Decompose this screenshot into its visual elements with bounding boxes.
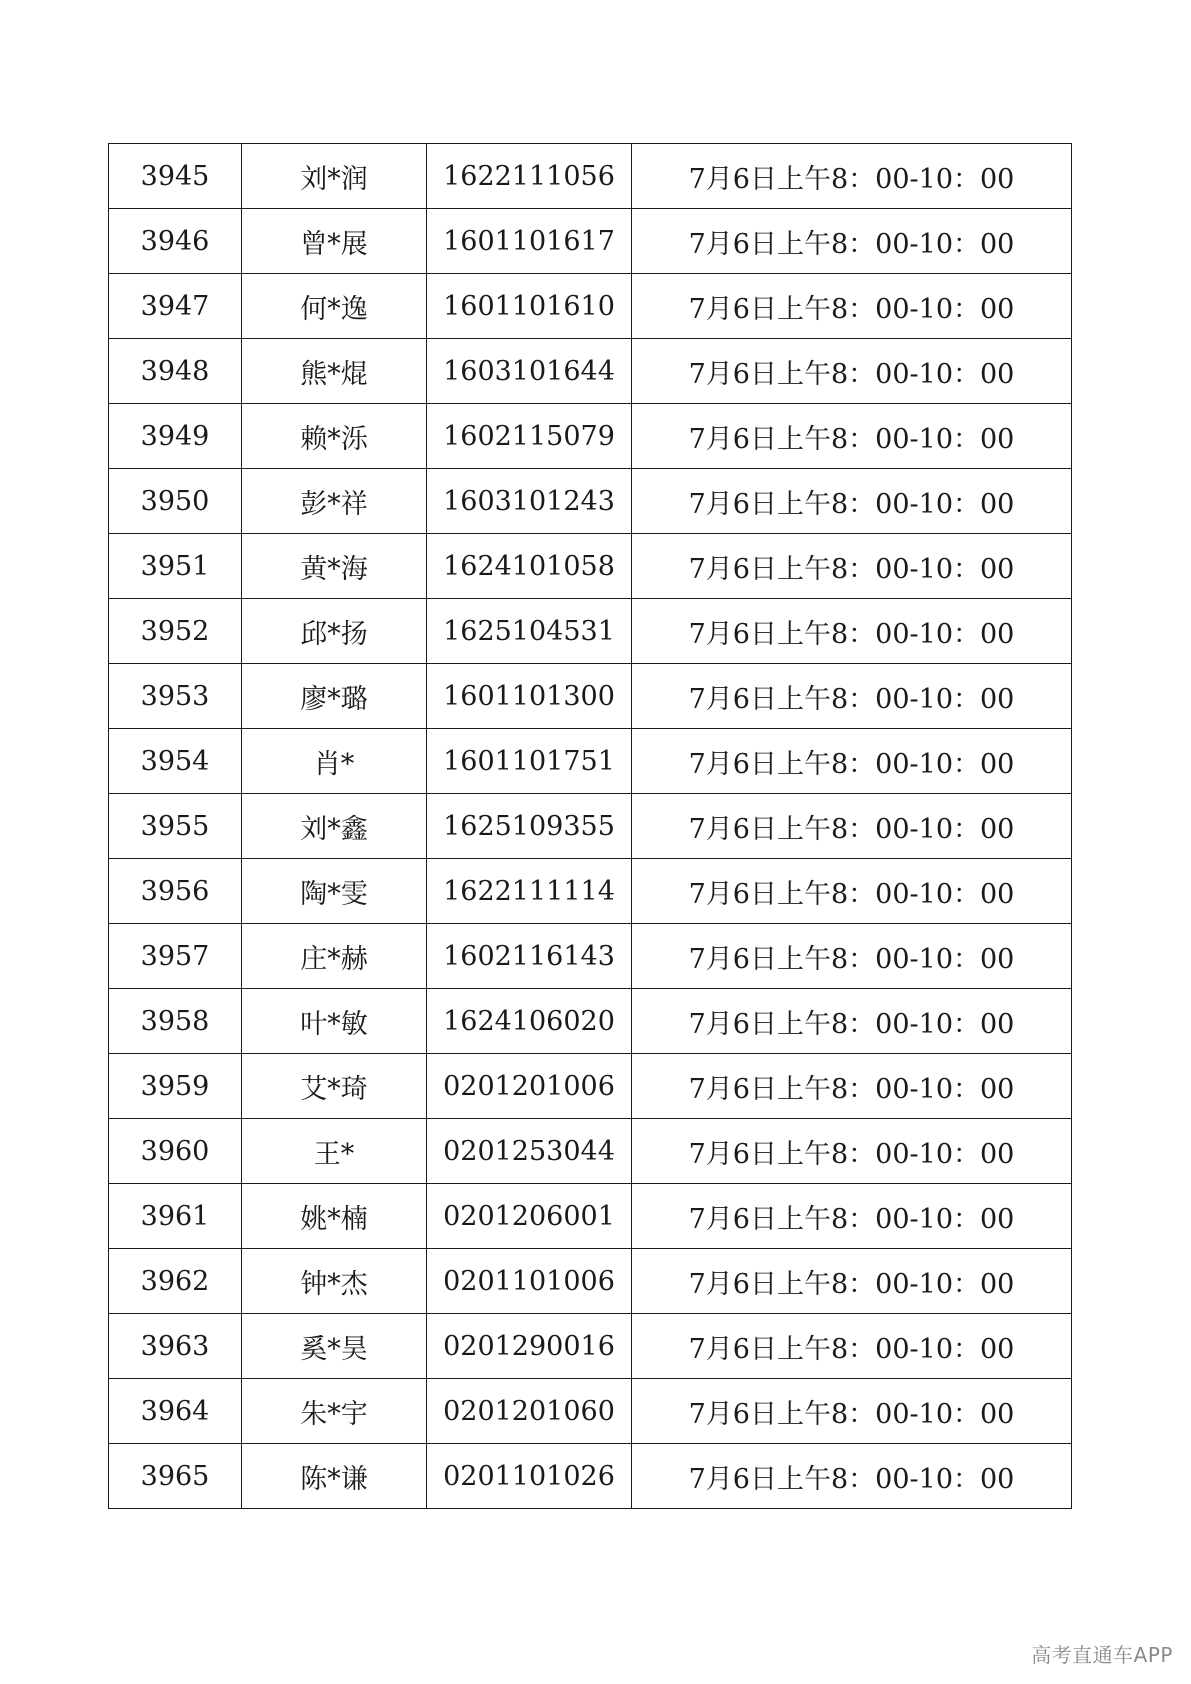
table-row	[109, 1379, 1072, 1444]
row-id-cell: 1622111114	[427, 859, 632, 924]
row-name-cell: 奚*昊	[242, 1314, 427, 1379]
table-row	[109, 534, 1072, 599]
candidate-table-body	[109, 144, 1072, 1509]
table-row	[109, 404, 1072, 469]
table-row	[109, 1054, 1072, 1119]
row-id-cell: 0201101006	[427, 1249, 632, 1314]
row-id-cell: 1625109355	[427, 794, 632, 859]
row-id-cell: 1601101617	[427, 209, 632, 274]
table-row	[109, 664, 1072, 729]
row-time-cell: 7月6日上午8：00-10：00	[632, 209, 1072, 274]
row-time-cell: 7月6日上午8：00-10：00	[632, 534, 1072, 599]
row-name-cell: 邱*扬	[242, 599, 427, 664]
row-seq-cell: 3951	[109, 534, 242, 599]
row-time-cell: 7月6日上午8：00-10：00	[632, 989, 1072, 1054]
row-seq-cell: 3945	[109, 144, 242, 209]
row-time-cell: 7月6日上午8：00-10：00	[632, 1184, 1072, 1249]
row-seq-cell: 3946	[109, 209, 242, 274]
row-id-cell: 1603101644	[427, 339, 632, 404]
row-id-cell: 0201206001	[427, 1184, 632, 1249]
row-time-cell: 7月6日上午8：00-10：00	[632, 1314, 1072, 1379]
row-name-cell: 赖*泺	[242, 404, 427, 469]
row-seq-cell: 3961	[109, 1184, 242, 1249]
row-time-cell: 7月6日上午8：00-10：00	[632, 729, 1072, 794]
row-id-cell: 0201290016	[427, 1314, 632, 1379]
row-seq-cell: 3948	[109, 339, 242, 404]
row-time-cell: 7月6日上午8：00-10：00	[632, 1054, 1072, 1119]
row-seq-cell: 3962	[109, 1249, 242, 1314]
row-id-cell: 1601101751	[427, 729, 632, 794]
row-id-cell: 1624101058	[427, 534, 632, 599]
row-time-cell: 7月6日上午8：00-10：00	[632, 859, 1072, 924]
table-row	[109, 469, 1072, 534]
row-id-cell: 0201201060	[427, 1379, 632, 1444]
row-name-cell: 黄*海	[242, 534, 427, 599]
row-time-cell: 7月6日上午8：00-10：00	[632, 1249, 1072, 1314]
row-name-cell: 陶*雯	[242, 859, 427, 924]
candidate-table	[108, 143, 1072, 1509]
row-seq-cell: 3953	[109, 664, 242, 729]
row-name-cell: 刘*润	[242, 144, 427, 209]
row-name-cell: 叶*敏	[242, 989, 427, 1054]
row-seq-cell: 3949	[109, 404, 242, 469]
row-name-cell: 朱*宇	[242, 1379, 427, 1444]
table-row	[109, 274, 1072, 339]
row-time-cell: 7月6日上午8：00-10：00	[632, 794, 1072, 859]
row-name-cell: 钟*杰	[242, 1249, 427, 1314]
row-seq-cell: 3957	[109, 924, 242, 989]
table-row	[109, 859, 1072, 924]
row-name-cell: 刘*鑫	[242, 794, 427, 859]
row-time-cell: 7月6日上午8：00-10：00	[632, 1444, 1072, 1509]
row-name-cell: 庄*赫	[242, 924, 427, 989]
row-seq-cell: 3964	[109, 1379, 242, 1444]
row-seq-cell: 3963	[109, 1314, 242, 1379]
row-name-cell: 王*	[242, 1119, 427, 1184]
row-time-cell: 7月6日上午8：00-10：00	[632, 664, 1072, 729]
row-seq-cell: 3958	[109, 989, 242, 1054]
row-id-cell: 1625104531	[427, 599, 632, 664]
table-row	[109, 989, 1072, 1054]
row-seq-cell: 3950	[109, 469, 242, 534]
table-row	[109, 1119, 1072, 1184]
row-name-cell: 姚*楠	[242, 1184, 427, 1249]
row-time-cell: 7月6日上午8：00-10：00	[632, 144, 1072, 209]
row-id-cell: 1601101610	[427, 274, 632, 339]
row-time-cell: 7月6日上午8：00-10：00	[632, 599, 1072, 664]
row-id-cell: 1602116143	[427, 924, 632, 989]
table-row	[109, 794, 1072, 859]
row-id-cell: 0201253044	[427, 1119, 632, 1184]
table-row	[109, 924, 1072, 989]
row-id-cell: 1624106020	[427, 989, 632, 1054]
row-name-cell: 廖*璐	[242, 664, 427, 729]
table-row	[109, 144, 1072, 209]
row-id-cell: 1622111056	[427, 144, 632, 209]
table-row	[109, 1184, 1072, 1249]
table-row	[109, 339, 1072, 404]
row-time-cell: 7月6日上午8：00-10：00	[632, 469, 1072, 534]
row-name-cell: 艾*琦	[242, 1054, 427, 1119]
table-row	[109, 1444, 1072, 1509]
row-name-cell: 曾*展	[242, 209, 427, 274]
row-id-cell: 1603101243	[427, 469, 632, 534]
row-id-cell: 1601101300	[427, 664, 632, 729]
row-seq-cell: 3960	[109, 1119, 242, 1184]
row-seq-cell: 3959	[109, 1054, 242, 1119]
row-seq-cell: 3955	[109, 794, 242, 859]
row-time-cell: 7月6日上午8：00-10：00	[632, 274, 1072, 339]
row-name-cell: 陈*谦	[242, 1444, 427, 1509]
row-seq-cell: 3947	[109, 274, 242, 339]
row-time-cell: 7月6日上午8：00-10：00	[632, 404, 1072, 469]
table-row	[109, 1314, 1072, 1379]
row-time-cell: 7月6日上午8：00-10：00	[632, 924, 1072, 989]
table-row	[109, 1249, 1072, 1314]
row-id-cell: 0201101026	[427, 1444, 632, 1509]
row-name-cell: 彭*祥	[242, 469, 427, 534]
row-seq-cell: 3965	[109, 1444, 242, 1509]
row-seq-cell: 3956	[109, 859, 242, 924]
row-name-cell: 肖*	[242, 729, 427, 794]
row-id-cell: 0201201006	[427, 1054, 632, 1119]
row-seq-cell: 3954	[109, 729, 242, 794]
table-row	[109, 599, 1072, 664]
table-row	[109, 729, 1072, 794]
table-row	[109, 209, 1072, 274]
row-time-cell: 7月6日上午8：00-10：00	[632, 1119, 1072, 1184]
row-id-cell: 1602115079	[427, 404, 632, 469]
row-name-cell: 何*逸	[242, 274, 427, 339]
row-time-cell: 7月6日上午8：00-10：00	[632, 339, 1072, 404]
watermark-text: 高考直通车APP	[1031, 1643, 1173, 1667]
row-time-cell: 7月6日上午8：00-10：00	[632, 1379, 1072, 1444]
row-name-cell: 熊*焜	[242, 339, 427, 404]
row-seq-cell: 3952	[109, 599, 242, 664]
